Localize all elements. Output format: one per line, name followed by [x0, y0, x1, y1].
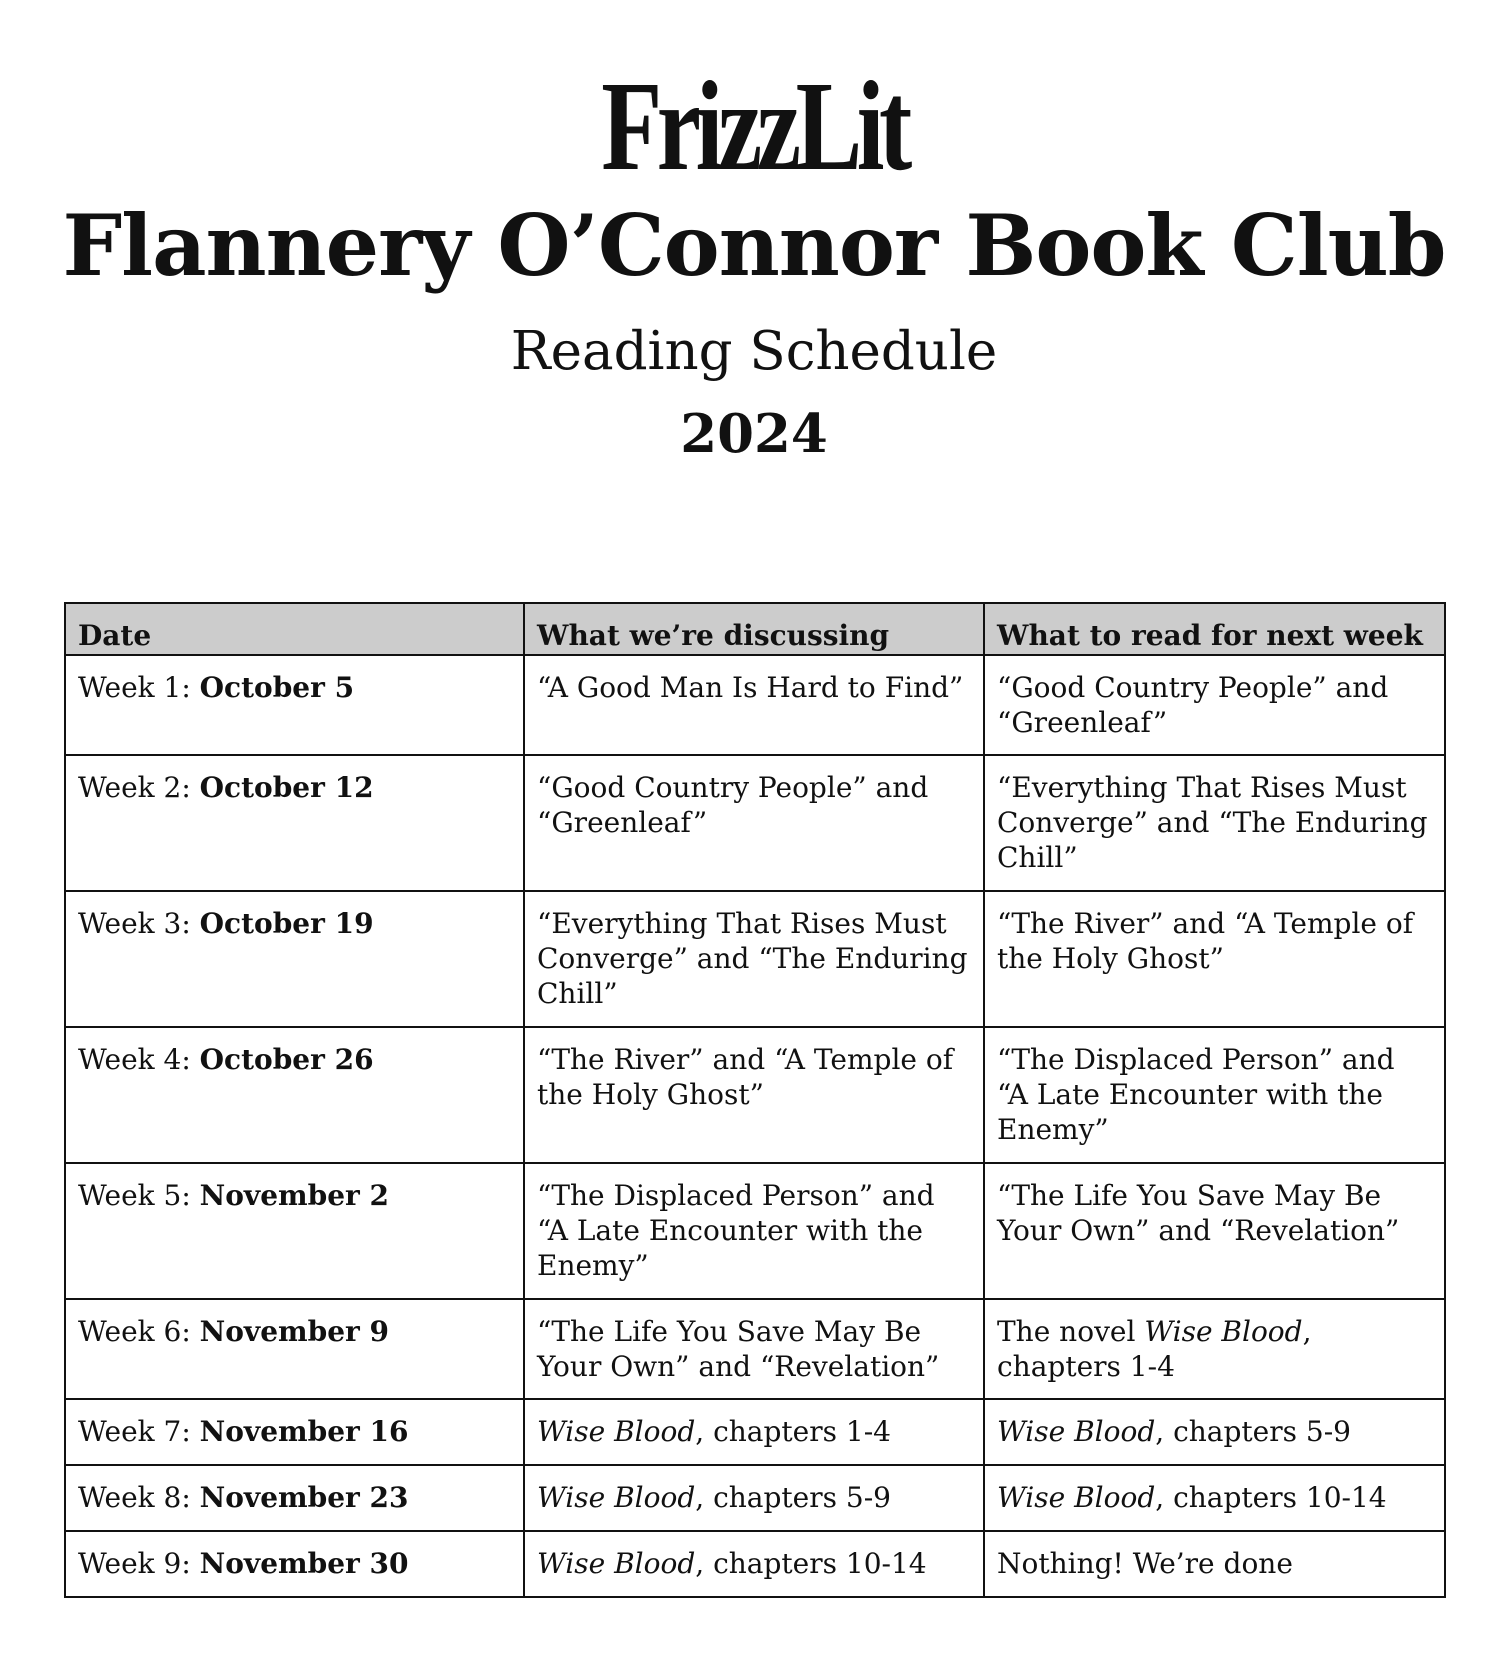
next-reading-cell: [984, 1299, 1445, 1399]
page-subtitle: Reading Schedule: [510, 321, 998, 382]
table-row: [65, 655, 1445, 755]
date-cell: [65, 755, 524, 891]
discussing-cell: [524, 891, 984, 1027]
discussing-cell: [524, 655, 984, 755]
reading-text: , chapters 10-14: [1155, 1481, 1387, 1514]
discussing-cell: [524, 1163, 984, 1299]
reading-text: “The Displaced Person” and “A Late Encounter with the Enemy”: [537, 1179, 935, 1282]
week-label: Week 3:: [78, 907, 200, 940]
next-reading-cell: [984, 1027, 1445, 1163]
page-title: Flannery O’Connor Book Club: [62, 196, 1446, 295]
column-header-discussing: What we’re discussing: [524, 603, 984, 655]
table-row: [65, 891, 1445, 1027]
reading-text: , chapters 1-4: [997, 1315, 1312, 1383]
table-row: [65, 1027, 1445, 1163]
schedule-year: 2024: [680, 403, 828, 465]
reading-text: Nothing! We’re done: [997, 1547, 1293, 1580]
book-title-text: Wise Blood: [1144, 1315, 1303, 1348]
date-cell: [65, 1399, 524, 1465]
reading-text: “Everything That Rises Must Converge” and “The Enduring Chill”: [997, 771, 1428, 874]
week-date: October 19: [199, 907, 374, 940]
book-title-text: Wise Blood: [537, 1415, 696, 1448]
week-label: Week 5:: [78, 1179, 200, 1212]
table-body: [65, 655, 1445, 1597]
next-reading-cell: [984, 1465, 1445, 1531]
week-label: Week 4:: [78, 1043, 200, 1076]
book-title-text: Wise Blood: [537, 1481, 696, 1514]
date-cell: [65, 1531, 524, 1597]
next-reading-cell: [984, 655, 1445, 755]
week-label: Week 8:: [78, 1481, 200, 1514]
week-date: October 26: [199, 1043, 374, 1076]
date-cell: [65, 891, 524, 1027]
reading-text: “The Life You Save May Be Your Own” and “Revelation”: [537, 1315, 940, 1383]
table-header-row: [65, 603, 1445, 655]
week-date: November 2: [199, 1179, 390, 1212]
column-header-date: Date: [65, 603, 524, 655]
week-label: Week 9:: [78, 1547, 200, 1580]
discussing-cell: [524, 1531, 984, 1597]
discussing-cell: [524, 1299, 984, 1399]
reading-text: “The River” and “A Temple of the Holy Ghost”: [997, 907, 1414, 975]
week-date: October 12: [199, 771, 374, 804]
reading-text: , chapters 5-9: [695, 1481, 891, 1514]
week-label: Week 7:: [78, 1415, 200, 1448]
discussing-cell: [524, 1465, 984, 1531]
discussing-cell: [524, 1399, 984, 1465]
next-reading-cell: [984, 1531, 1445, 1597]
discussing-cell: [524, 755, 984, 891]
week-date: November 30: [199, 1547, 409, 1580]
date-cell: [65, 1027, 524, 1163]
week-date: November 16: [199, 1415, 409, 1448]
next-reading-cell: [984, 891, 1445, 1027]
week-date: October 5: [199, 671, 355, 704]
date-cell: [65, 655, 524, 755]
next-reading-cell: [984, 1399, 1445, 1465]
table-row: [65, 1399, 1445, 1465]
reading-text: “Everything That Rises Must Converge” and “The Enduring Chill”: [537, 907, 968, 1010]
table-row: [65, 1531, 1445, 1597]
book-title-text: Wise Blood: [997, 1415, 1156, 1448]
brand-logo: FrizzLit: [601, 55, 907, 197]
reading-text: “The Life You Save May Be Your Own” and “Revelation”: [997, 1179, 1400, 1247]
next-reading-cell: [984, 1163, 1445, 1299]
discussing-cell: [524, 1027, 984, 1163]
week-label: Week 2:: [78, 771, 200, 804]
next-reading-cell: [984, 755, 1445, 891]
reading-text: “A Good Man Is Hard to Find”: [537, 671, 964, 704]
reading-text: , chapters 1-4: [695, 1415, 891, 1448]
date-cell: [65, 1465, 524, 1531]
column-header-next-reading: What to read for next week: [984, 603, 1445, 655]
reading-text: , chapters 10-14: [695, 1547, 927, 1580]
reading-text: “Good Country People” and “Greenleaf”: [537, 771, 929, 839]
reading-text: “The Displaced Person” and “A Late Encounter with the Enemy”: [997, 1043, 1395, 1146]
week-label: Week 6:: [78, 1315, 200, 1348]
reading-text: “The River” and “A Temple of the Holy Ghost”: [537, 1043, 954, 1111]
book-title-text: Wise Blood: [537, 1547, 696, 1580]
week-date: November 23: [199, 1481, 409, 1514]
week-label: Week 1:: [78, 671, 200, 704]
date-cell: [65, 1299, 524, 1399]
table-row: [65, 1465, 1445, 1531]
reading-text: The novel: [997, 1315, 1145, 1348]
date-cell: [65, 1163, 524, 1299]
reading-text: “Good Country People” and “Greenleaf”: [997, 671, 1389, 739]
book-title-text: Wise Blood: [997, 1481, 1156, 1514]
table-row: [65, 1299, 1445, 1399]
reading-schedule-table: [64, 602, 1446, 1598]
table-row: [65, 1163, 1445, 1299]
table-row: [65, 755, 1445, 891]
week-date: November 9: [199, 1315, 390, 1348]
reading-text: , chapters 5-9: [1155, 1415, 1351, 1448]
